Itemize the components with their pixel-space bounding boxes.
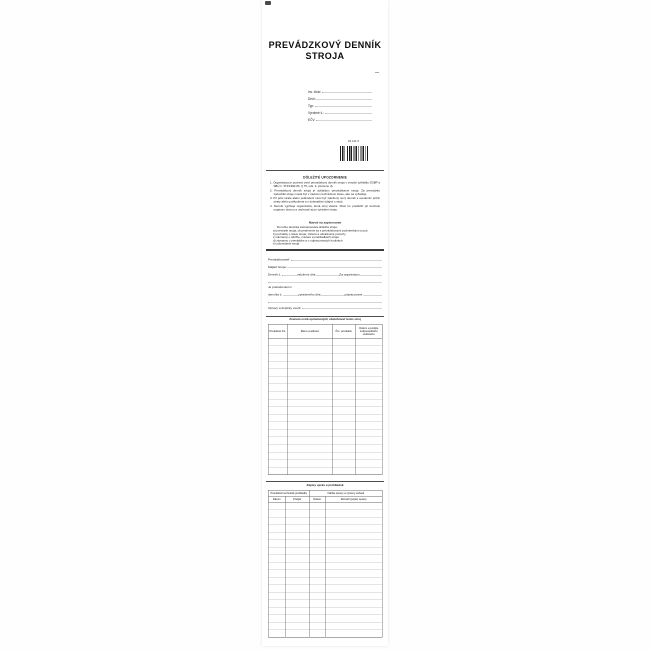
form-number: 24 111 0 (347, 140, 360, 143)
table-cell (332, 353, 355, 361)
field-reg-label: EČV: (308, 118, 316, 122)
table-cell (309, 502, 325, 510)
table-cell (285, 510, 309, 518)
instructions-item: c) záznamy o údržbe, mazaní a prehliadkach stroja (273, 236, 339, 240)
table-cell (285, 547, 309, 555)
table-cell (285, 570, 309, 578)
table-cell (268, 592, 285, 600)
table-cell (287, 361, 332, 369)
table-cell (332, 429, 355, 437)
table-cell (325, 517, 382, 525)
table-cell (268, 467, 287, 475)
table-cell (309, 532, 325, 540)
notice-item: 3. Pri jeho strate alebo poškodení musí byť založený nový denník s uvedením príčin straty alebo poškodenia a s doterajšími údajmi o stroji. (270, 197, 380, 204)
field-for-org-label: Za organizáciu (339, 273, 360, 277)
table-cell (285, 502, 309, 510)
instructions-item: d) záznamy o prevádzke a o odpracovaných hodinách (273, 239, 343, 243)
dotted-fill-line (283, 295, 298, 296)
table-cell (287, 422, 332, 430)
table-cell (332, 445, 355, 453)
table-cell (309, 585, 325, 593)
notice-item: 4. Denník vyplňuje organizácia, ktorá stroj vlastní. Musí ho predložiť pri kontrole orgánom dozoru a uschovať aj po vyradení stroja. (270, 204, 380, 212)
repairs-table-body (268, 502, 382, 637)
dotted-fill-line (363, 295, 382, 296)
field-worked-label: odpracované (344, 293, 363, 297)
table-cell (309, 600, 325, 608)
table-cell (287, 369, 332, 377)
repairs-table (268, 490, 382, 650)
table-cell (325, 615, 382, 623)
field-inv-no (308, 87, 372, 94)
table-cell (268, 517, 285, 525)
table-cell (285, 555, 309, 563)
instructions-intro: Do tohto denníka zaznamenáva obsluha stroja: (277, 226, 338, 229)
table-cell (309, 592, 325, 600)
table-cell (309, 622, 325, 630)
table-cell (355, 399, 382, 407)
table-cell (287, 452, 332, 460)
table-cell (309, 630, 325, 638)
scan-artifact-mark (265, 1, 271, 5)
table-cell (309, 510, 325, 518)
table-row (268, 338, 382, 346)
table-cell (268, 338, 287, 346)
field-owner-label: Majiteľ stroja: (268, 265, 287, 269)
table-cell (268, 407, 287, 415)
table-cell (287, 467, 332, 475)
table-row (268, 562, 382, 570)
field-owner (268, 262, 382, 270)
table-cell (332, 407, 355, 415)
table-cell (287, 437, 332, 445)
field-kind-label: Druh: (308, 97, 316, 101)
table-cell (268, 369, 287, 377)
table-cell (285, 540, 309, 548)
field-serial-label: Výrobné č.: (308, 111, 324, 115)
column-header: Podpis (285, 496, 309, 502)
table-row (268, 361, 382, 369)
table-row (268, 585, 382, 593)
table-cell (355, 369, 382, 377)
table-cell (285, 562, 309, 570)
table-row (268, 592, 382, 600)
table-cell (287, 384, 332, 392)
table-cell (287, 399, 332, 407)
field-kind (308, 94, 372, 101)
table-cell (268, 540, 285, 548)
table-row (268, 376, 382, 384)
table-cell (287, 407, 332, 415)
table-row (268, 540, 382, 548)
table-cell (309, 555, 325, 563)
table-row (268, 555, 382, 563)
table-cell (287, 429, 332, 437)
table-cell (355, 467, 382, 475)
table-cell (355, 353, 382, 361)
operators-table-title: Zoznam osôb oprávnených obsluhovať tento stroj (289, 318, 361, 321)
table-row (268, 467, 382, 475)
group-header: Pravidelné technické prehliadky (268, 490, 309, 496)
field-inv-no-label: Inv. číslo: (308, 90, 322, 94)
table-cell (309, 577, 325, 585)
dotted-fill-line (322, 93, 372, 94)
column-header: Poradové čís. (268, 324, 287, 338)
dotted-fill-line (316, 275, 339, 276)
table-row (268, 502, 382, 510)
table-cell (332, 467, 355, 475)
operators-table-body (268, 338, 382, 475)
dotted-fill-line (361, 275, 382, 276)
table-cell (309, 615, 325, 623)
table-cell (268, 429, 287, 437)
field-reg (308, 115, 372, 122)
table-cell (355, 452, 382, 460)
table-cell (332, 414, 355, 422)
table-row (268, 452, 382, 460)
field-type-label: Typ: (308, 104, 314, 108)
table-row (268, 414, 382, 422)
table-row (268, 391, 382, 399)
table-row (268, 429, 382, 437)
form-page (262, 0, 388, 646)
table-cell (332, 452, 355, 460)
field-serial (308, 108, 372, 115)
dotted-fill-line (325, 114, 372, 115)
notice-item: 2. Prevádzkový denník stroja je dokladom prevádzkarne stroja. Za prevádzku spôsobilé stroje musia byť v riadnom technickom stave, ako sa vyžaduje. (270, 189, 380, 196)
repairs-table-title: Zápisy opráv a prehliadok (306, 484, 344, 487)
table-cell (287, 353, 332, 361)
table-cell (325, 622, 382, 630)
table-cell (268, 622, 285, 630)
table-cell (332, 369, 355, 377)
barcode-icon (340, 146, 368, 161)
table-cell (268, 384, 287, 392)
table-cell (287, 445, 332, 453)
table-cell (285, 585, 309, 593)
field-founded-label: založený dňa (297, 273, 316, 277)
instructions-item: a) prevzatie stroja, oboznámenie sa s prevádzkovými podmienkami a pod. (273, 229, 369, 233)
scan-artifact-dash (375, 72, 379, 73)
table-row (268, 577, 382, 585)
table-row (268, 445, 382, 453)
table-cell (268, 376, 287, 384)
table-cell (268, 532, 285, 540)
table-cell (332, 338, 355, 346)
table-cell (285, 525, 309, 533)
table-cell (268, 585, 285, 593)
field-type (308, 101, 372, 108)
table-cell (332, 376, 355, 384)
table-cell (285, 592, 309, 600)
table-cell (268, 399, 287, 407)
table-row (268, 615, 382, 623)
field-retired-label: vyradeného dňa (298, 293, 321, 297)
operators-table-header-row (268, 324, 382, 338)
table-cell (332, 422, 355, 430)
page-title (262, 40, 388, 62)
table-cell (268, 502, 285, 510)
table-cell (309, 562, 325, 570)
table-cell (325, 562, 382, 570)
table-cell (268, 630, 285, 638)
table-cell (355, 429, 382, 437)
table-cell (287, 338, 332, 346)
table-cell (325, 585, 382, 593)
table-cell (325, 540, 382, 548)
table-cell (268, 525, 285, 533)
column-header: Dátum (309, 496, 325, 502)
table-cell (325, 555, 382, 563)
table-row (268, 607, 382, 615)
table-cell (268, 452, 287, 460)
table-cell (355, 376, 382, 384)
table-row (268, 384, 382, 392)
table-cell (355, 460, 382, 468)
table-cell (332, 361, 355, 369)
table-cell (325, 570, 382, 578)
table-cell (325, 532, 382, 540)
dotted-fill-line (316, 121, 372, 122)
divider-line (266, 316, 384, 317)
table-row (268, 353, 382, 361)
field-verified-label: Opravy a doplnky overil: (268, 306, 302, 310)
table-row (268, 600, 382, 608)
table-cell (309, 540, 325, 548)
table-cell (287, 414, 332, 422)
table-cell (268, 361, 287, 369)
table-row (268, 346, 382, 354)
table-row (268, 407, 382, 415)
table-cell (268, 577, 285, 585)
table-row (268, 547, 382, 555)
table-cell (285, 517, 309, 525)
table-cell (285, 532, 309, 540)
table-cell (332, 399, 355, 407)
dotted-fill-line (317, 100, 372, 101)
dotted-fill-line (287, 268, 382, 269)
table-cell (268, 615, 285, 623)
table-cell (285, 630, 309, 638)
table-cell (268, 562, 285, 570)
table-cell (268, 437, 287, 445)
table-cell (268, 607, 285, 615)
table-cell (309, 547, 325, 555)
table-cell (332, 384, 355, 392)
table-cell (325, 525, 382, 533)
table-cell (309, 517, 325, 525)
table-cell (287, 460, 332, 468)
table-cell (287, 376, 332, 384)
page-title-line2: STROJA (305, 51, 345, 61)
table-row (268, 622, 382, 630)
table-cell (332, 346, 355, 354)
field-diary-founded (268, 269, 382, 277)
table-row (268, 399, 382, 407)
table-row (268, 510, 382, 518)
table-cell (355, 338, 382, 346)
table-cell (325, 592, 382, 600)
table-cell (268, 570, 285, 578)
table-cell (268, 510, 285, 518)
table-cell (309, 607, 325, 615)
table-cell (355, 384, 382, 392)
column-header: Čís. preukazu (332, 324, 355, 338)
field-operator (268, 254, 382, 262)
field-prev-diary (268, 289, 382, 297)
table-row (268, 437, 382, 445)
table-row (268, 517, 382, 525)
column-header: Rozsah (popis) opravy (325, 496, 382, 502)
field-operator-label: Prevádzkovateľ: (268, 258, 291, 262)
instructions-heading: Návod na zapisovanie (308, 221, 342, 225)
notice-heading: DÔLEŽITÉ UPOZORNENIE (303, 176, 347, 180)
table-row (268, 525, 382, 533)
table-cell (332, 437, 355, 445)
field-prev-diary-label: denníka č. (268, 293, 283, 297)
dotted-fill-line (321, 295, 344, 296)
table-cell (268, 600, 285, 608)
table-row (268, 570, 382, 578)
dotted-fill-line (302, 309, 382, 310)
column-header: Dátum (268, 496, 285, 502)
group-header: Väčšie opravy a výmeny súčastí (309, 490, 382, 496)
divider-line (266, 170, 384, 171)
table-cell (268, 555, 285, 563)
table-cell (285, 577, 309, 585)
table-cell (285, 622, 309, 630)
table-cell (268, 422, 287, 430)
table-cell (268, 547, 285, 555)
table-cell (268, 445, 287, 453)
divider-line (266, 249, 384, 251)
table-cell (285, 600, 309, 608)
table-cell (332, 391, 355, 399)
instructions-item: b) poznatky o stave stroja, zistené a odstránené poruchy (273, 232, 346, 236)
table-cell (268, 346, 287, 354)
column-header: Dátum a podpis zodpovedného vedúceho (355, 324, 382, 338)
table-row (268, 460, 382, 468)
table-cell (325, 607, 382, 615)
notice-item: 1. Organizácia je povinná viesť prevádzkový denník stroja v zmysle vyhlášky SÚBP a SBÚ č. 374/1990 Zb. § 75, ods. 2, písmeno d). (270, 181, 380, 188)
table-cell (325, 600, 382, 608)
table-cell (325, 577, 382, 585)
table-cell (285, 615, 309, 623)
table-cell (355, 407, 382, 415)
table-cell (309, 525, 325, 533)
table-cell (268, 414, 287, 422)
table-cell (268, 353, 287, 361)
table-cell (287, 391, 332, 399)
table-cell (355, 346, 382, 354)
table-cell (355, 437, 382, 445)
table-row (268, 532, 382, 540)
field-diary-no-label: Denník č. (268, 273, 282, 277)
table-cell (355, 361, 382, 369)
table-cell (285, 607, 309, 615)
continuation-label: Je pokračovaním (268, 285, 292, 289)
table-cell (268, 460, 287, 468)
column-header: Meno a adresa (287, 324, 332, 338)
table-row (268, 630, 382, 638)
table-row (268, 369, 382, 377)
instructions-item: e) odovzdanie stroja (273, 242, 300, 246)
table-cell (309, 570, 325, 578)
field-verified (268, 303, 382, 311)
table-row (268, 422, 382, 430)
dotted-fill-line (282, 275, 297, 276)
table-cell (325, 502, 382, 510)
table-cell (355, 422, 382, 430)
dotted-fill-line (291, 260, 382, 261)
table-cell (355, 445, 382, 453)
table-cell (325, 547, 382, 555)
table-cell (325, 510, 382, 518)
table-cell (287, 346, 332, 354)
table-cell (355, 414, 382, 422)
table-cell (268, 391, 287, 399)
table-cell (332, 460, 355, 468)
dotted-fill-line (315, 107, 372, 108)
divider-line (266, 481, 384, 482)
table-cell (325, 630, 382, 638)
page-title-line1: PREVÁDZKOVÝ DENNÍK (268, 40, 382, 50)
table-cell (355, 391, 382, 399)
